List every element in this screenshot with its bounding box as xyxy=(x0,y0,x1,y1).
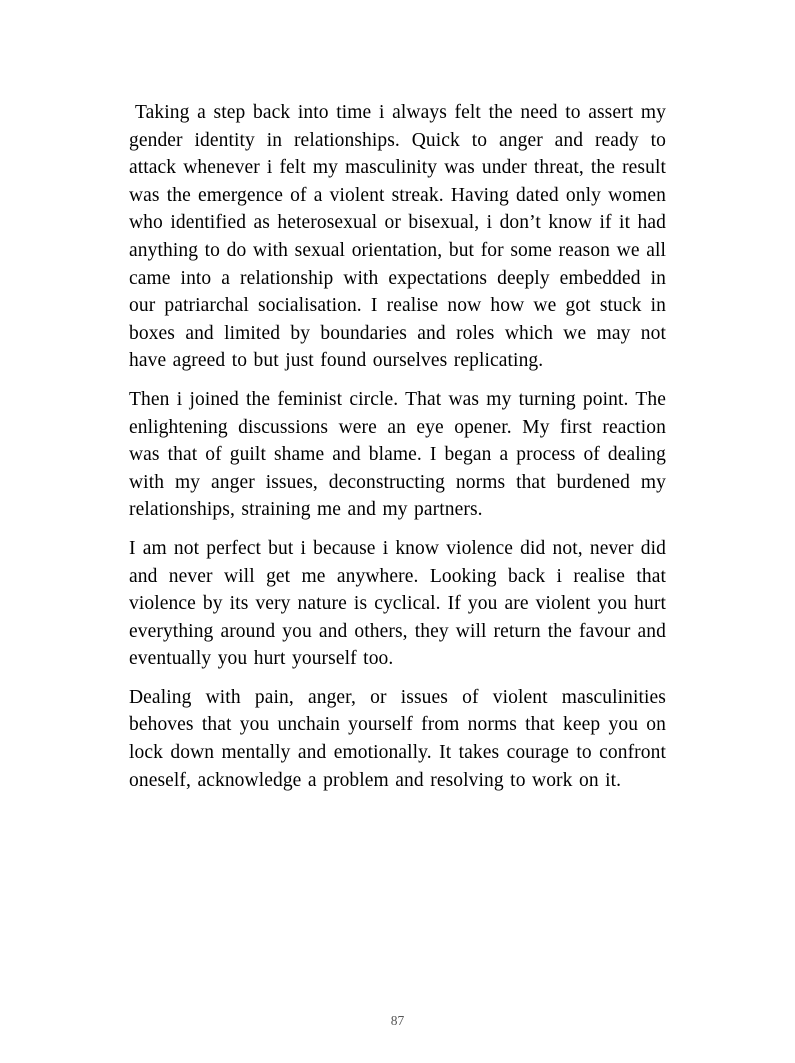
page-number: 87 xyxy=(390,1013,405,1028)
paragraph: Taking a step back into time i always felt the need to assert my gender identity in relationships. Quick to anger and ready to attack whenever i felt my masculinity was under threat, the result was the emergence of a violent streak. Having dated only women who identified as heterosexual or bisexual, i don’t know if it had anything to do with sexual orientation, but for some reason we all came into a relationship with expectations deeply embedded in our patriarchal socialisation. I realise now how we got stuck in boxes and limited by boundaries and roles which we may not have agreed to but just found ourselves replicating. xyxy=(129,102,666,372)
paragraph: Then i joined the feminist circle. That was my turning point. The enlightening discussions were an eye opener. My first reaction was that of guilt shame and blame. I began a process of dealing with my anger issues, deconstructing norms that burdened my relationships, straining me and my partners. xyxy=(129,388,666,521)
paragraph: I am not perfect but i because i know violence did not, never did and never will get me anywhere. Looking back i realise that violence by its very nature is cyclical. If you are violent you hurt everything around you and others, they will return the favour and eventually you hurt yourself too. xyxy=(129,537,666,670)
page-body-text xyxy=(129,99,666,805)
paragraph: Dealing with pain, anger, or issues of violent masculinities behoves that you unchain yourself from norms that keep you on lock down mentally and emotionally. It takes courage to confront oneself, acknowledge a problem and resolving to work on it. xyxy=(129,686,666,791)
